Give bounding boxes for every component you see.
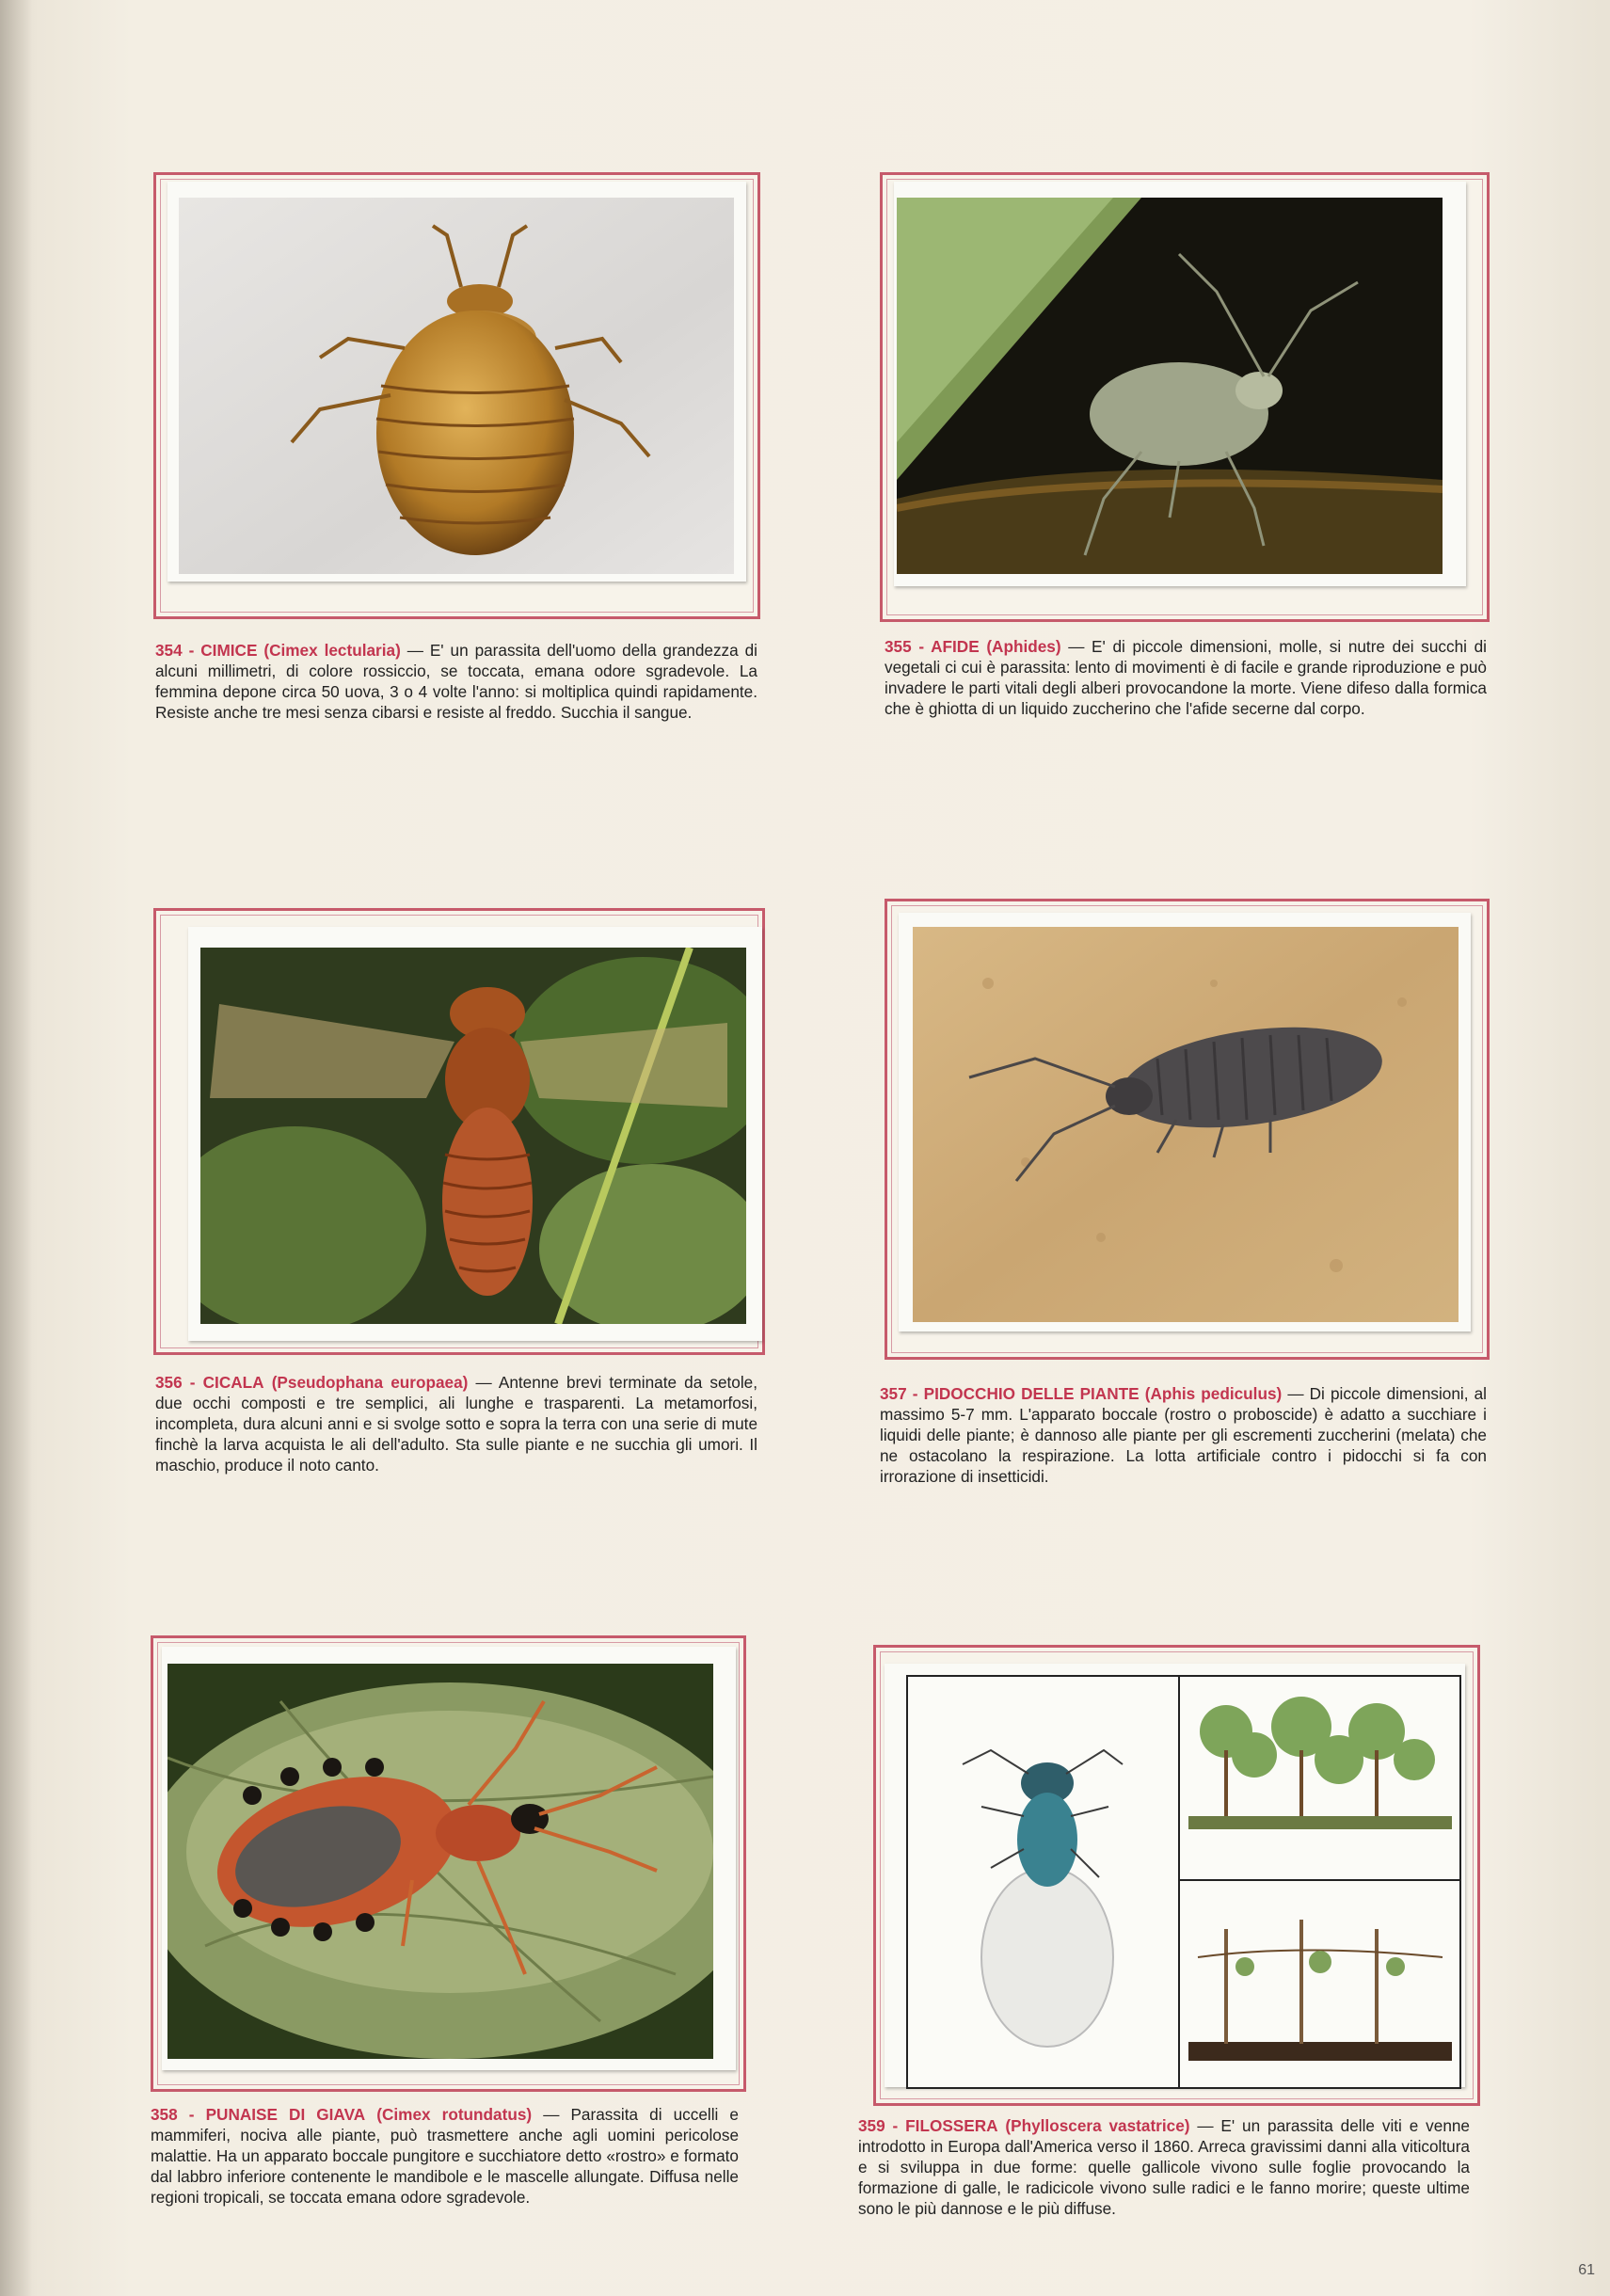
- card-latin: (Aphides): [986, 637, 1061, 656]
- card-latin: (Phylloscera vastatrice): [1005, 2116, 1190, 2135]
- page-number: 61: [1578, 2262, 1595, 2278]
- caption-354: 354 - CIMICE (Cimex lectularia) — E' un parassita dell'uomo della grandezza di alcuni millimetri, di colore rossiccio, se toccata, emana odore sgradevole. La femmina depone circa 50 uova, 3 o 4 volte l'anno: si moltiplica quindi rapidamente. Resiste anche tre mesi senza cibarsi e resiste al freddo. Succhia il sangue.: [155, 641, 757, 722]
- caption-357: 357 - PIDOCCHIO DELLE PIANTE (Aphis pediculus) — Di piccole dimensioni, al massimo 5-7 mm. L'apparato boccale (rostro o proboscide) è adatto a succhiare i liquidi delle piante; è dannoso alle piante per gli escrementi zuccherini (melata) che ne ostacolano la respirazione. La lotta artificiale contro i pidocchi si fa con irrorazione di insetticidi.: [880, 1384, 1487, 1486]
- caption-358: 358 - PUNAISE DI GIAVA (Cimex rotundatus) — Parassita di uccelli e mammiferi, nociva alle piante, può trasmettere anche agli uomini pericolose malattie. Ha un apparato boccale pungitore e succhiatore detto «rostro» e formato dal labbro inferiore contenente le mandibole e le mascelle allungate. Diffusa nelle regioni tropicali, se toccata emana odore sgradevole.: [151, 2105, 739, 2207]
- card-number: 358: [151, 2105, 178, 2124]
- image-cimice: [179, 198, 734, 574]
- caption-359: 359 - FILOSSERA (Phylloscera vastatrice) — E' un parassita delle viti e venne introdotto in Europa dall'America verso il 1860. Arreca gravissimi danni alla viticoltura e si sviluppa in due forme: quelle gallicole vivono sulle foglie provocando la formazione di galle, le radicicole vivono sulle radici e le fanno morire; queste ultime sono le più dannose e le più diffuse.: [858, 2116, 1470, 2218]
- image-afide: [897, 198, 1443, 574]
- card-text: — E' un parassita delle viti e venne introdotto in Europa dall'America verso il 1860. Arreca gravissimi danni alla viticoltura e si sviluppa in due forme: quelle gallicole vivono sulle foglie provocando la formazione di galle, le radicicole vivono sulle radici e le fanno morire; queste ultime sono le più dannose e le più diffuse.: [858, 2116, 1470, 2218]
- card-number: 355: [885, 637, 912, 656]
- card-number: 356: [155, 1373, 183, 1392]
- image-punaise: [167, 1664, 713, 2059]
- card-text: — Parassita di uccelli e mammiferi, nociva alle piante, può trasmettere anche agli uomini pericolose malattie. Ha un apparato boccale pungitore e succhiatore detto «rostro» e formato dal labbro inferiore contenente le mandibole e le mascelle allungate. Diffusa nelle regioni tropicali, se toccata emana odore sgradevole.: [151, 2105, 739, 2207]
- card-title: PIDOCCHIO DELLE PIANTE: [923, 1384, 1140, 1403]
- card-title: FILOSSERA: [905, 2116, 998, 2135]
- card-latin: (Pseudophana europaea): [271, 1373, 469, 1392]
- card-title: AFIDE: [931, 637, 980, 656]
- card-title: CICALA: [202, 1373, 264, 1392]
- image-pidocchio: [913, 927, 1459, 1322]
- card-title: CIMICE: [200, 641, 258, 660]
- card-text: — E' di piccole dimensioni, molle, si nutre dei succhi di vegetali ci cui è parassita: lento di movimenti è di facile e grande riproduzione e può invadere le parti vitali degli alberi provocandone la morte. Viene difeso dalla formica che è ghiotta di un liquido zuccherino che l'afide secerne dal corpo.: [885, 637, 1487, 718]
- caption-356: 356 - CICALA (Pseudophana europaea) — Antenne brevi terminate da setole, due occhi composti e tre semplici, ali lunghe e trasparenti. La metamorfosi, incompleta, dura alcuni anni e si svolge sotto e sopra la terra con una serie di mute finchè la larva acquista le ali dell'adulto. Sta sulle piante e ne succhia gli umori. Il maschio, produce il noto canto.: [155, 1373, 758, 1475]
- caption-355: 355 - AFIDE (Aphides) — E' di piccole dimensioni, molle, si nutre dei succhi di vegetali ci cui è parassita: lento di movimenti è di facile e grande riproduzione e può invadere le parti vitali degli alberi provocandone la morte. Viene difeso dalla formica che è ghiotta di un liquido zuccherino che l'afide secerne dal corpo.: [885, 637, 1487, 718]
- card-title: PUNAISE DI GIAVA: [205, 2105, 366, 2124]
- card-number: 357: [880, 1384, 907, 1403]
- card-text: — E' un parassita dell'uomo della grandezza di alcuni millimetri, di colore rossiccio, se toccata, emana odore sgradevole. La femmina depone circa 50 uova, 3 o 4 volte l'anno: si moltiplica quindi rapidamente. Resiste anche tre mesi senza cibarsi e resiste al freddo. Succhia il sangue.: [155, 641, 757, 722]
- image-filossera: [906, 1675, 1461, 2089]
- card-text: — Antenne brevi terminate da setole, due occhi composti e tre semplici, ali lunghe e trasparenti. La metamorfosi, incompleta, dura alcuni anni e si svolge sotto e sopra la terra con una serie di mute finchè la larva acquista le ali dell'adulto. Sta sulle piante e ne succhia gli umori. Il maschio, produce il noto canto.: [155, 1373, 758, 1475]
- card-latin: (Cimex rotundatus): [376, 2105, 533, 2124]
- page-crease: [0, 0, 32, 2296]
- card-number: 354: [155, 641, 183, 660]
- card-number: 359: [858, 2116, 885, 2135]
- image-cicala: [200, 948, 746, 1324]
- card-latin: (Aphis pediculus): [1144, 1384, 1283, 1403]
- card-latin: (Cimex lectularia): [263, 641, 401, 660]
- card-text: — Di piccole dimensioni, al massimo 5-7 mm. L'apparato boccale (rostro o proboscide) è adatto a succhiare i liquidi delle piante; è dannoso alle piante per gli escrementi zuccherini (melata) che ne ostacolano la respirazione. La lotta artificiale contro i pidocchi si fa con irrorazione di insetticidi.: [880, 1384, 1487, 1486]
